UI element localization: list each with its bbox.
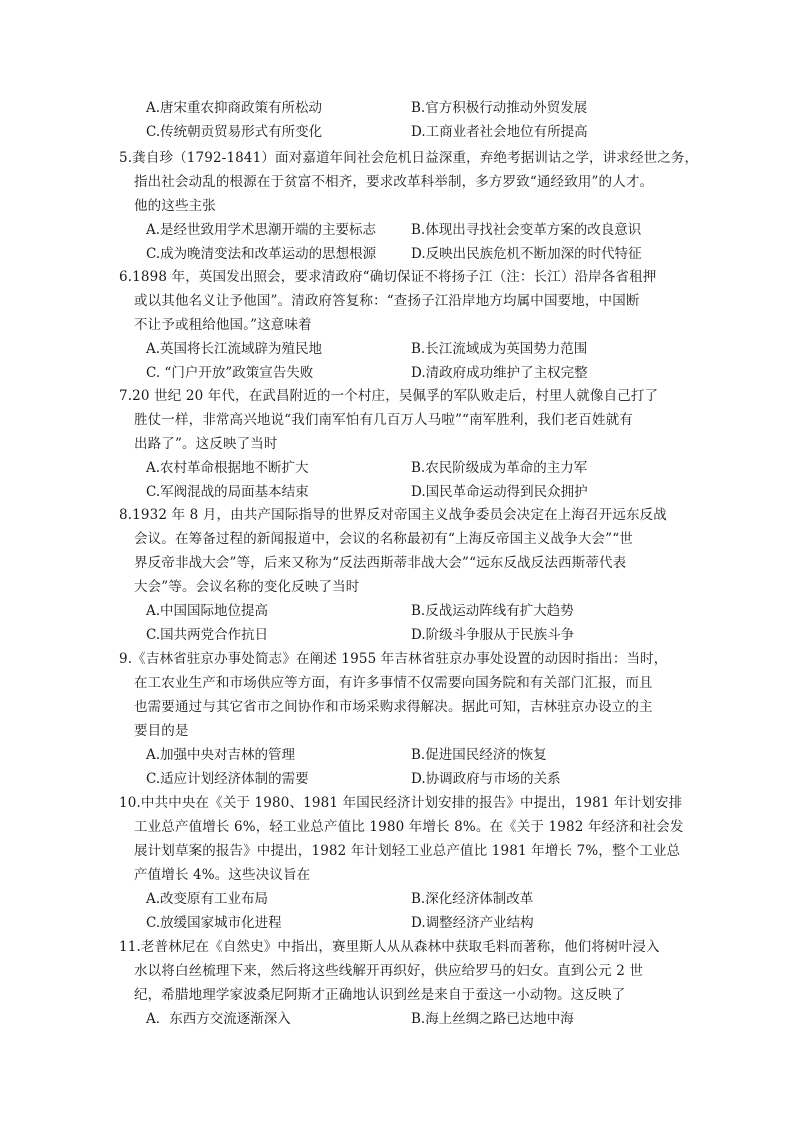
question-stem: 胜仗一样，非常高兴地说“我们南军怕有几百万人马啦”“南军胜利，我们老百姓就有 xyxy=(134,412,633,428)
option-d: D.阶级斗争服从于民族斗争 xyxy=(411,627,575,643)
question-stem: 10.中共中央在《关于 1980、1981 年国民经济计划安排的报告》中提出，1981 年计划安排 xyxy=(119,795,683,811)
option-b: B.海上丝绸之路已达地中海 xyxy=(411,1011,574,1027)
option-a: A.是经世致用学术思潮开端的主要标志 xyxy=(146,222,377,238)
question-stem: 8.1932 年 8 月，由共产国际指导的世界反对帝国主义战争委员会决定在上海召开远东反战 xyxy=(119,507,667,523)
question-8 xyxy=(119,503,689,647)
question-stem: 展计划草案的报告》中提出，1982 年计划轻工业总产值比 1981 年增长 7%，整个工业总 xyxy=(134,843,681,859)
option-b: B.体现出寻找社会变革方案的改良意识 xyxy=(411,222,642,238)
question-stem: 7.20 世纪 20 年代，在武昌附近的一个村庄，吴佩孚的军队败走后，村里人就像自己打了 xyxy=(119,388,659,404)
option-a: A.英国将长江流域辟为殖民地 xyxy=(146,341,323,357)
option-row xyxy=(119,623,689,647)
option-row xyxy=(119,120,689,144)
option-row xyxy=(119,599,689,623)
option-row xyxy=(119,480,689,504)
option-a: A.中国国际地位提高 xyxy=(146,603,269,619)
question-stem: 他的这些主张 xyxy=(134,198,216,214)
option-d: D.反映出民族危机不断加深的时代特征 xyxy=(411,246,642,262)
question-stem: 在工农业生产和市场供应等方面，有许多事情不仅需要向国务院和有关部门汇报，而且 xyxy=(134,675,653,691)
option-d: D.调整经济产业结构 xyxy=(411,915,534,931)
question-4-continued xyxy=(119,96,689,144)
option-row xyxy=(119,743,689,767)
option-a: A．东西方交流逐渐深入 xyxy=(146,1011,291,1027)
option-c: C.传统朝贡贸易形式有所变化 xyxy=(146,124,323,140)
option-b: B.反战运动阵线有扩大趋势 xyxy=(411,603,574,619)
option-a: A.加强中央对吉林的管理 xyxy=(146,747,296,763)
question-stem: 11.老普林尼在《自然史》中指出，赛里斯人从从森林中获取毛料而著称，他们将树叶浸入 xyxy=(119,939,660,955)
option-c: C.成为晚清变法和改革运动的思想根源 xyxy=(146,246,377,262)
option-a: A.改变原有工业布局 xyxy=(146,891,269,907)
question-stem: 指出社会动乱的根源在于贫富不相齐，要求改革科举制，多方罗致“通经致用”的人才。 xyxy=(134,174,654,190)
question-11 xyxy=(119,935,689,1031)
question-stem: 5.龚自珍（1792-1841）面对嘉道年间社会危机日益深重，弃绝考据训诂之学，讲求经世之务， xyxy=(119,150,699,166)
option-d: D.工商业者社会地位有所提高 xyxy=(411,124,588,140)
option-a: A.唐宋重农抑商政策有所松动 xyxy=(146,100,323,116)
question-stem: 会议。在筹备过程的新闻报道中，会议的名称最初有“上海反帝国主义战争大会”“世 xyxy=(134,531,633,547)
option-row xyxy=(119,767,689,791)
question-stem: 纪，希腊地理学家波桑尼阿斯才正确地认识到丝是来自于蚕这一小动物。这反映了 xyxy=(134,987,626,1003)
question-stem: 也需要通过与其它省市之间协作和市场采购求得解决。据此可知，吉林驻京办设立的主 xyxy=(134,699,653,715)
question-stem: 大会”等。会议名称的变化反映了当时 xyxy=(134,579,360,595)
option-row xyxy=(119,1007,689,1031)
option-d: D.国民革命运动得到民众拥护 xyxy=(411,484,588,500)
option-b: B.促进国民经济的恢复 xyxy=(411,747,547,763)
question-stem: 水以将白丝梳理下来，然后将这些线解开再织好，供应给罗马的妇女。直到公元 2 世 xyxy=(134,963,644,979)
option-b: B.官方积极行动推动外贸发展 xyxy=(411,100,588,116)
option-c: C. “门户开放”政策宣告失败 xyxy=(146,365,314,381)
question-stem: 或以其他名义让予他国”。清政府答复称：“查扬子江沿岸地方均属中国要地，中国断 xyxy=(134,293,640,309)
option-d: D.协调政府与市场的关系 xyxy=(411,771,561,787)
option-a: A.农村革命根据地不断扩大 xyxy=(146,460,309,476)
option-row xyxy=(119,456,689,480)
option-row xyxy=(119,218,689,242)
option-c: C.适应计划经济体制的需要 xyxy=(146,771,309,787)
question-stem: 工业总产值增长 6%，轻工业总产值比 1980 年增长 8%。在《关于 1982 年经济和社会发 xyxy=(134,819,684,835)
question-5 xyxy=(119,146,699,266)
question-stem: 界反帝非战大会”等，后来又称为“反法西斯蒂非战大会”“远东反战反法西斯蒂代表 xyxy=(134,555,627,571)
option-b: B.深化经济体制改革 xyxy=(411,891,534,907)
option-row xyxy=(119,361,689,385)
question-stem: 要目的是 xyxy=(134,723,189,739)
option-row xyxy=(119,242,689,266)
question-7 xyxy=(119,384,689,504)
question-stem: 6.1898 年，英国发出照会，要求清政府“确切保证不将扬子江（注：长江）沿岸各省租押 xyxy=(119,269,657,285)
question-6 xyxy=(119,265,689,385)
option-b: B.长江流域成为英国势力范围 xyxy=(411,341,588,357)
question-10 xyxy=(119,791,689,935)
question-stem: 产值增长 4%。这些决议旨在 xyxy=(134,867,311,883)
option-b: B.农民阶级成为革命的主力军 xyxy=(411,460,588,476)
option-row xyxy=(119,96,689,120)
question-stem: 9.《吉林省驻京办事处简志》在阐述 1955 年吉林省驻京办事处设置的动因时指出：当时， xyxy=(119,651,668,667)
option-c: C.国共两党合作抗日 xyxy=(146,627,269,643)
question-9 xyxy=(119,647,689,791)
option-d: D.清政府成功维护了主权完整 xyxy=(411,365,588,381)
option-c: C.放缓国家城市化进程 xyxy=(146,915,282,931)
option-row xyxy=(119,911,689,935)
question-stem: 不让予或租给他国。”这意味着 xyxy=(134,317,312,333)
option-c: C.军阀混战的局面基本结束 xyxy=(146,484,309,500)
option-row xyxy=(119,337,689,361)
question-stem: 出路了”。这反映了当时 xyxy=(134,436,278,452)
option-row xyxy=(119,887,689,911)
